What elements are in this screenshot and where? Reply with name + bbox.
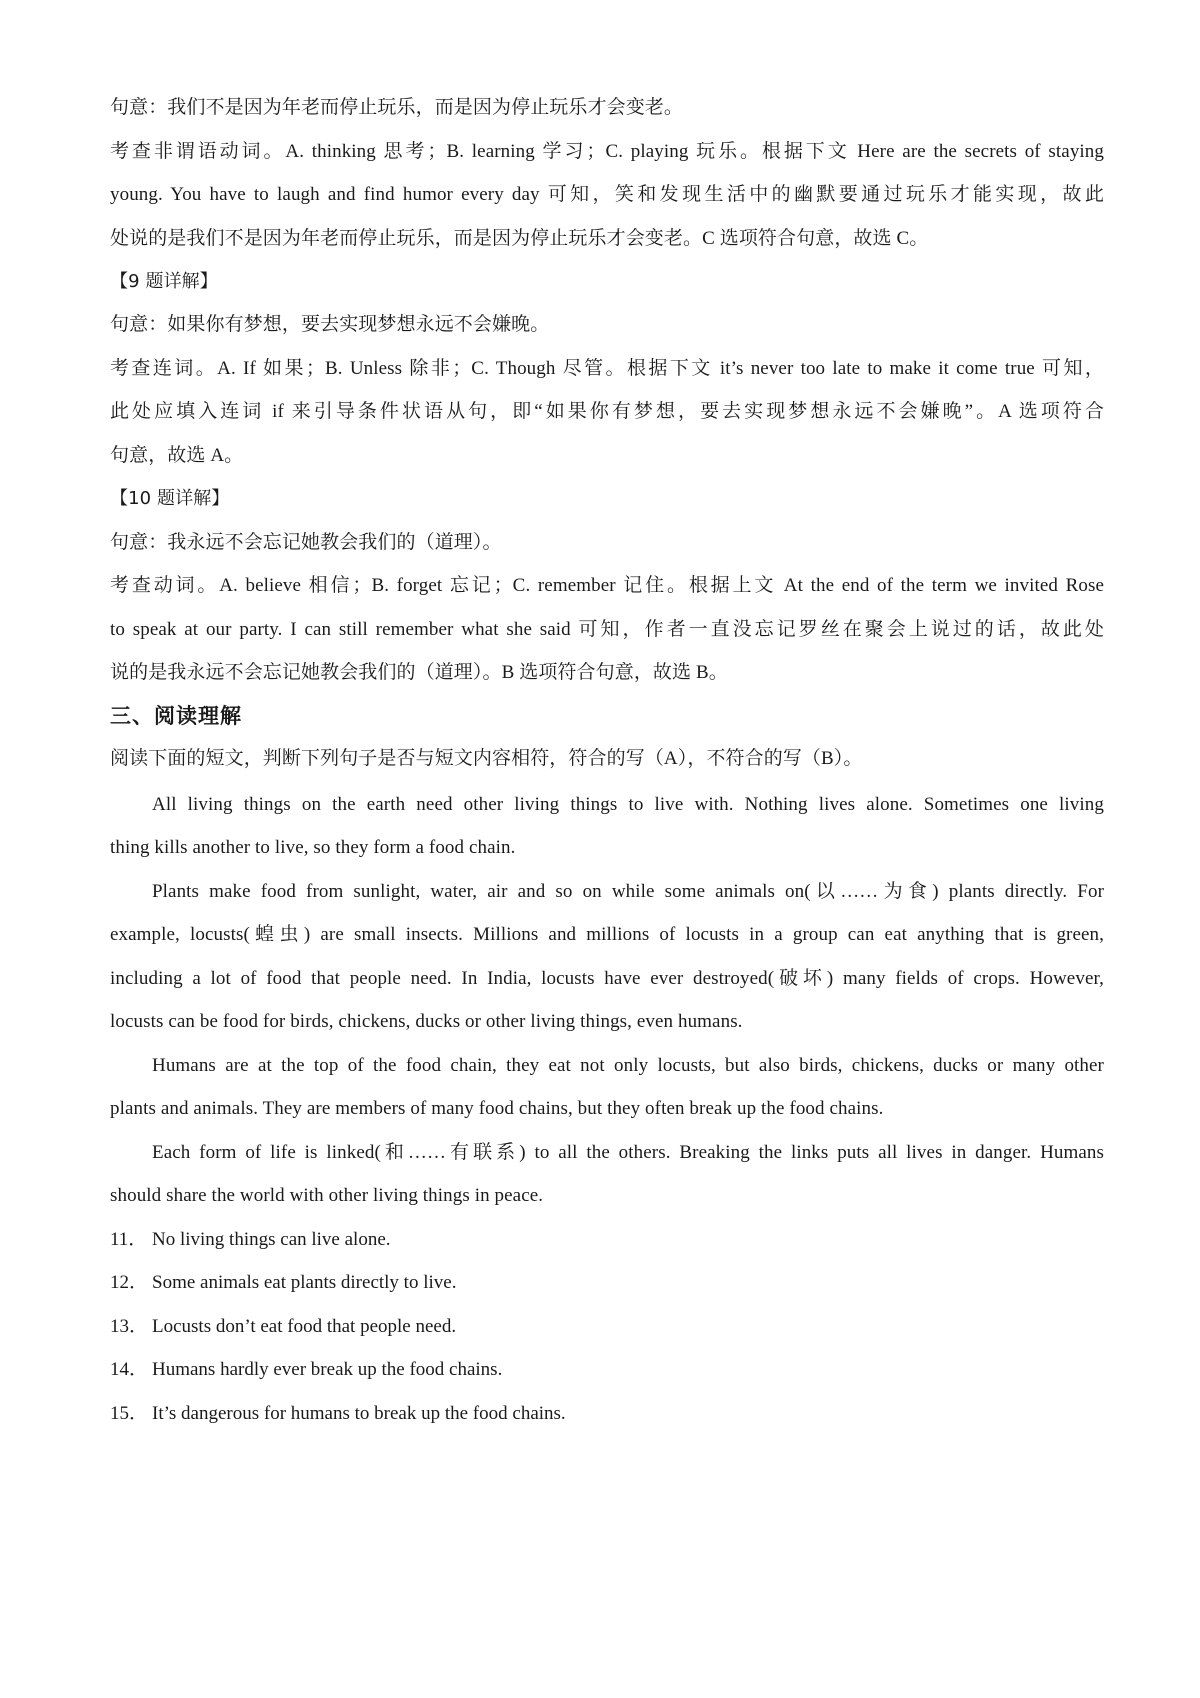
passage-p4-line-1: Each form of life is linked(和……有联系) to all the others. Breaking the links puts all lives in danger. Humans bbox=[152, 1142, 1104, 1163]
question-text: Locusts don’t eat food that people need. bbox=[152, 1316, 457, 1337]
passage-p1-line-1: All living things on the earth need other living things to live with. Nothing lives alone. Sometimes one living bbox=[152, 794, 1104, 815]
passage-p4-line-2: should share the world with other living things in peace. bbox=[110, 1185, 544, 1206]
q10-analysis-line-1: 考查动词。A. believe 相信；B. forget 忘记；C. remember 记住。根据上文 At the end of the term we invited Rose bbox=[110, 575, 1104, 596]
passage-p2-line-2: example, locusts(蝗虫) are small insects. Millions and millions of locusts in a group can eat anything that is green, bbox=[110, 924, 1104, 945]
passage-p3-line-2: plants and animals. They are members of many food chains, but they often break up the food chains. bbox=[110, 1098, 884, 1119]
question-text: It’s dangerous for humans to break up the food chains. bbox=[152, 1403, 566, 1424]
passage-p2-line-3: including a lot of food that people need. In India, locusts have ever destroyed(破坏) many fields of crops. However, bbox=[110, 968, 1104, 989]
question-number: 11． bbox=[110, 1229, 148, 1250]
q8-analysis-line-3: 处说的是我们不是因为年老而停止玩乐，而是因为停止玩乐才会变老。C 选项符合句意，故选 C。 bbox=[110, 228, 929, 249]
q9-analysis-line-1: 考查连词。A. If 如果；B. Unless 除非；C. Though 尽管。根据下文 it’s never too late to make it come true 可知， bbox=[110, 358, 1104, 379]
question-12 bbox=[110, 1270, 456, 1296]
q8-analysis-line-1: 考查非谓语动词。A. thinking 思考；B. learning 学习；C. playing 玩乐。根据下文 Here are the secrets of staying bbox=[110, 141, 1104, 162]
question-text: Some animals eat plants directly to live. bbox=[152, 1272, 457, 1293]
q9-analysis-line-3: 句意，故选 A。 bbox=[110, 445, 244, 466]
q10-analysis-line-3: 说的是我永远不会忘记她教会我们的（道理）。B 选项符合句意，故选 B。 bbox=[110, 662, 728, 683]
q9-analysis-line-2: 此处应填入连词 if 来引导条件状语从句，即“如果你有梦想，要去实现梦想永远不会嫌晚”。A 选项符合 bbox=[110, 401, 1104, 422]
q8-meaning: 句意：我们不是因为年老而停止玩乐，而是因为停止玩乐才会变老。 bbox=[110, 97, 684, 118]
q10-analysis-line-2: to speak at our party. I can still remember what she said 可知，作者一直没忘记罗丝在聚会上说过的话，故此处 bbox=[110, 619, 1104, 640]
q9-meaning: 句意：如果你有梦想，要去实现梦想永远不会嫌晚。 bbox=[110, 314, 550, 335]
reading-instructions: 阅读下面的短文，判断下列句子是否与短文内容相符，符合的写（A），不符合的写（B）。 bbox=[110, 748, 863, 769]
passage-p3-line-1: Humans are at the top of the food chain, they eat not only locusts, but also birds, chickens, ducks or many other bbox=[152, 1055, 1104, 1076]
question-number: 15． bbox=[110, 1403, 149, 1424]
question-text: Humans hardly ever break up the food chains. bbox=[152, 1359, 503, 1380]
question-number: 13． bbox=[110, 1316, 149, 1337]
question-14 bbox=[110, 1357, 502, 1383]
q10-header: 【10 题详解】 bbox=[110, 488, 230, 509]
section-title: 三、阅读理解 bbox=[110, 704, 242, 728]
passage-p2-line-4: locusts can be food for birds, chickens, ducks or other living things, even humans. bbox=[110, 1011, 743, 1032]
q8-analysis-line-2: young. You have to laugh and find humor every day 可知，笑和发现生活中的幽默要通过玩乐才能实现，故此 bbox=[110, 184, 1104, 205]
question-text: No living things can live alone. bbox=[152, 1229, 391, 1250]
q10-meaning: 句意：我永远不会忘记她教会我们的（道理）。 bbox=[110, 532, 502, 553]
question-number: 12． bbox=[110, 1272, 149, 1293]
passage-p1-line-2: thing kills another to live, so they form a food chain. bbox=[110, 837, 516, 858]
question-13 bbox=[110, 1314, 456, 1340]
passage-p2-line-1: Plants make food from sunlight, water, air and so on while some animals on(以……为食) plants directly. For bbox=[152, 881, 1104, 902]
question-number: 14． bbox=[110, 1359, 149, 1380]
question-11 bbox=[110, 1227, 391, 1253]
q9-header: 【9 题详解】 bbox=[110, 271, 218, 292]
question-15 bbox=[110, 1401, 566, 1427]
